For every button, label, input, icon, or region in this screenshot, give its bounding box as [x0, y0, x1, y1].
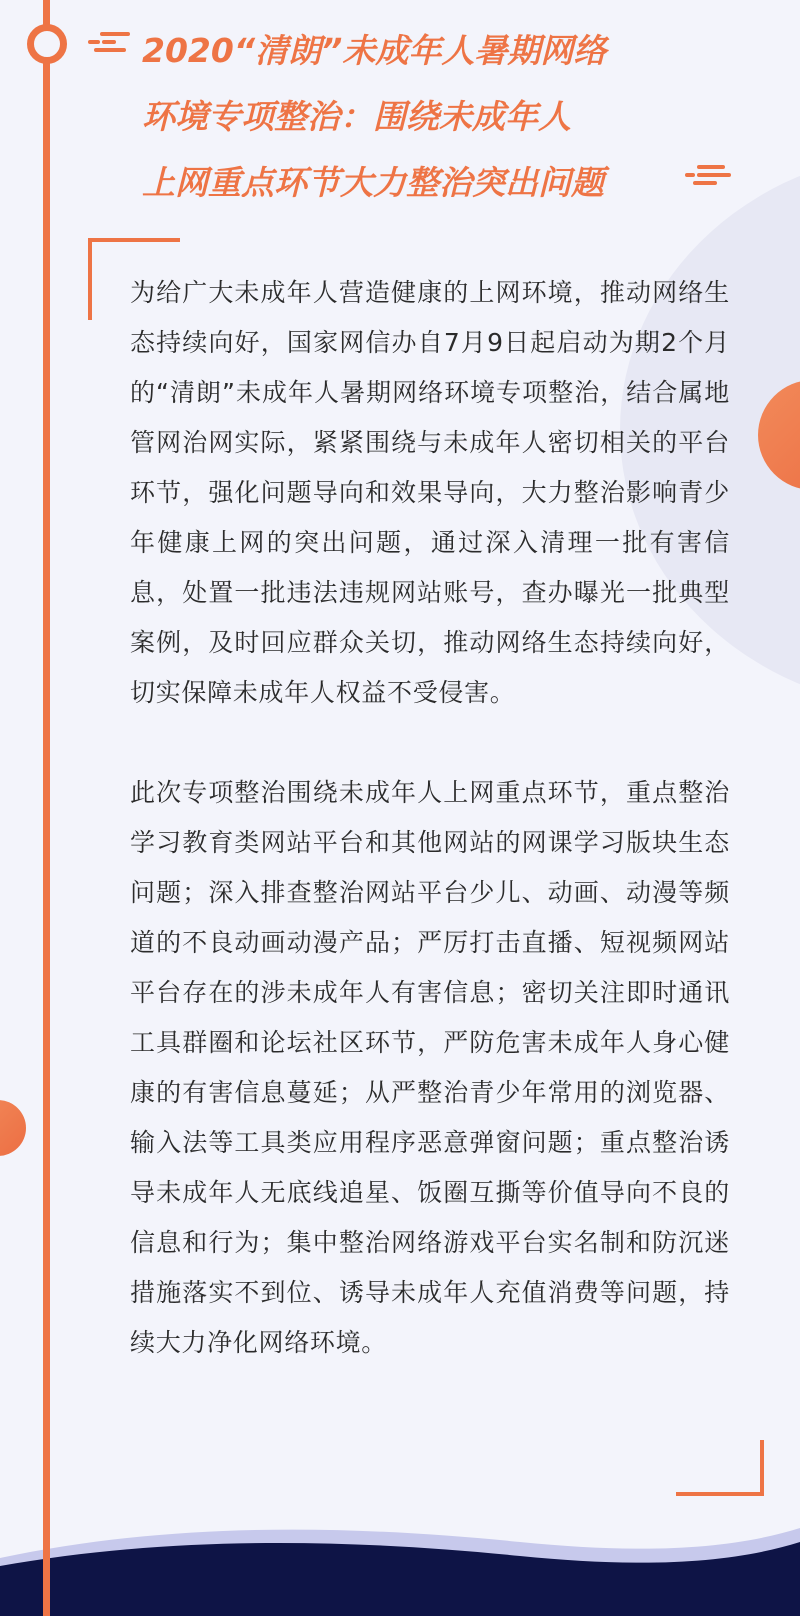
paragraph-2: 此次专项整治围绕未成年人上网重点环节，重点整治学习教育类网站平台和其他网站的网课学习版块生态问题；深入排查整治网站平台少儿、动画、动漫等频道的不良动画动漫产品；严厉打击直播、短视频网站平台存在的涉未成年人有害信息；密切关注即时通讯工具群圈和论坛社区环节，严防危害未成年人身心健康的有害信息蔓延；从严整治青少年常用的浏览器、输入法等工具类应用程序恶意弹窗问题；重点整治诱导未成年人无底线追星、饭圈互撕等价值导向不良的信息和行为；集中整治网络游戏平台实名制和防沉迷措施落实不到位、诱导未成年人充值消费等问题，持续大力净化网络环境。 [130, 778, 730, 1357]
decorative-dot-left [0, 1100, 26, 1156]
title-line-1: 2020“清朗”未成年人暑期网络 [142, 31, 607, 70]
corner-bracket-bottom-right [676, 1440, 764, 1496]
timeline-line [43, 0, 50, 1616]
title-line-3: 上网重点环节大力整治突出问题 [142, 163, 604, 202]
title-line-2: 环境专项整治：围绕未成年人 [142, 97, 571, 136]
footer-wave [0, 1520, 800, 1616]
article-body [130, 268, 730, 1368]
paragraph-1: 为给广大未成年人营造健康的上网环境，推动网络生态持续向好，国家网信办自7月9日起启动为期2个月的“清朗”未成年人暑期网络环境专项整治，结合属地管网治网实际，紧紧围绕与未成年人密切相关的平台环节，强化问题导向和效果导向，大力整治影响青少年健康上网的突出问题，通过深入清理一批有害信息，处置一批违法违规网站账号，查办曝光一批典型案例，及时回应群众关切，推动网络生态持续向好，切实保障未成年人权益不受侵害。 [130, 278, 730, 707]
timeline-ring-icon [27, 24, 67, 64]
speed-lines-icon [685, 163, 731, 187]
speed-lines-icon [88, 30, 130, 54]
page-title [142, 18, 762, 216]
